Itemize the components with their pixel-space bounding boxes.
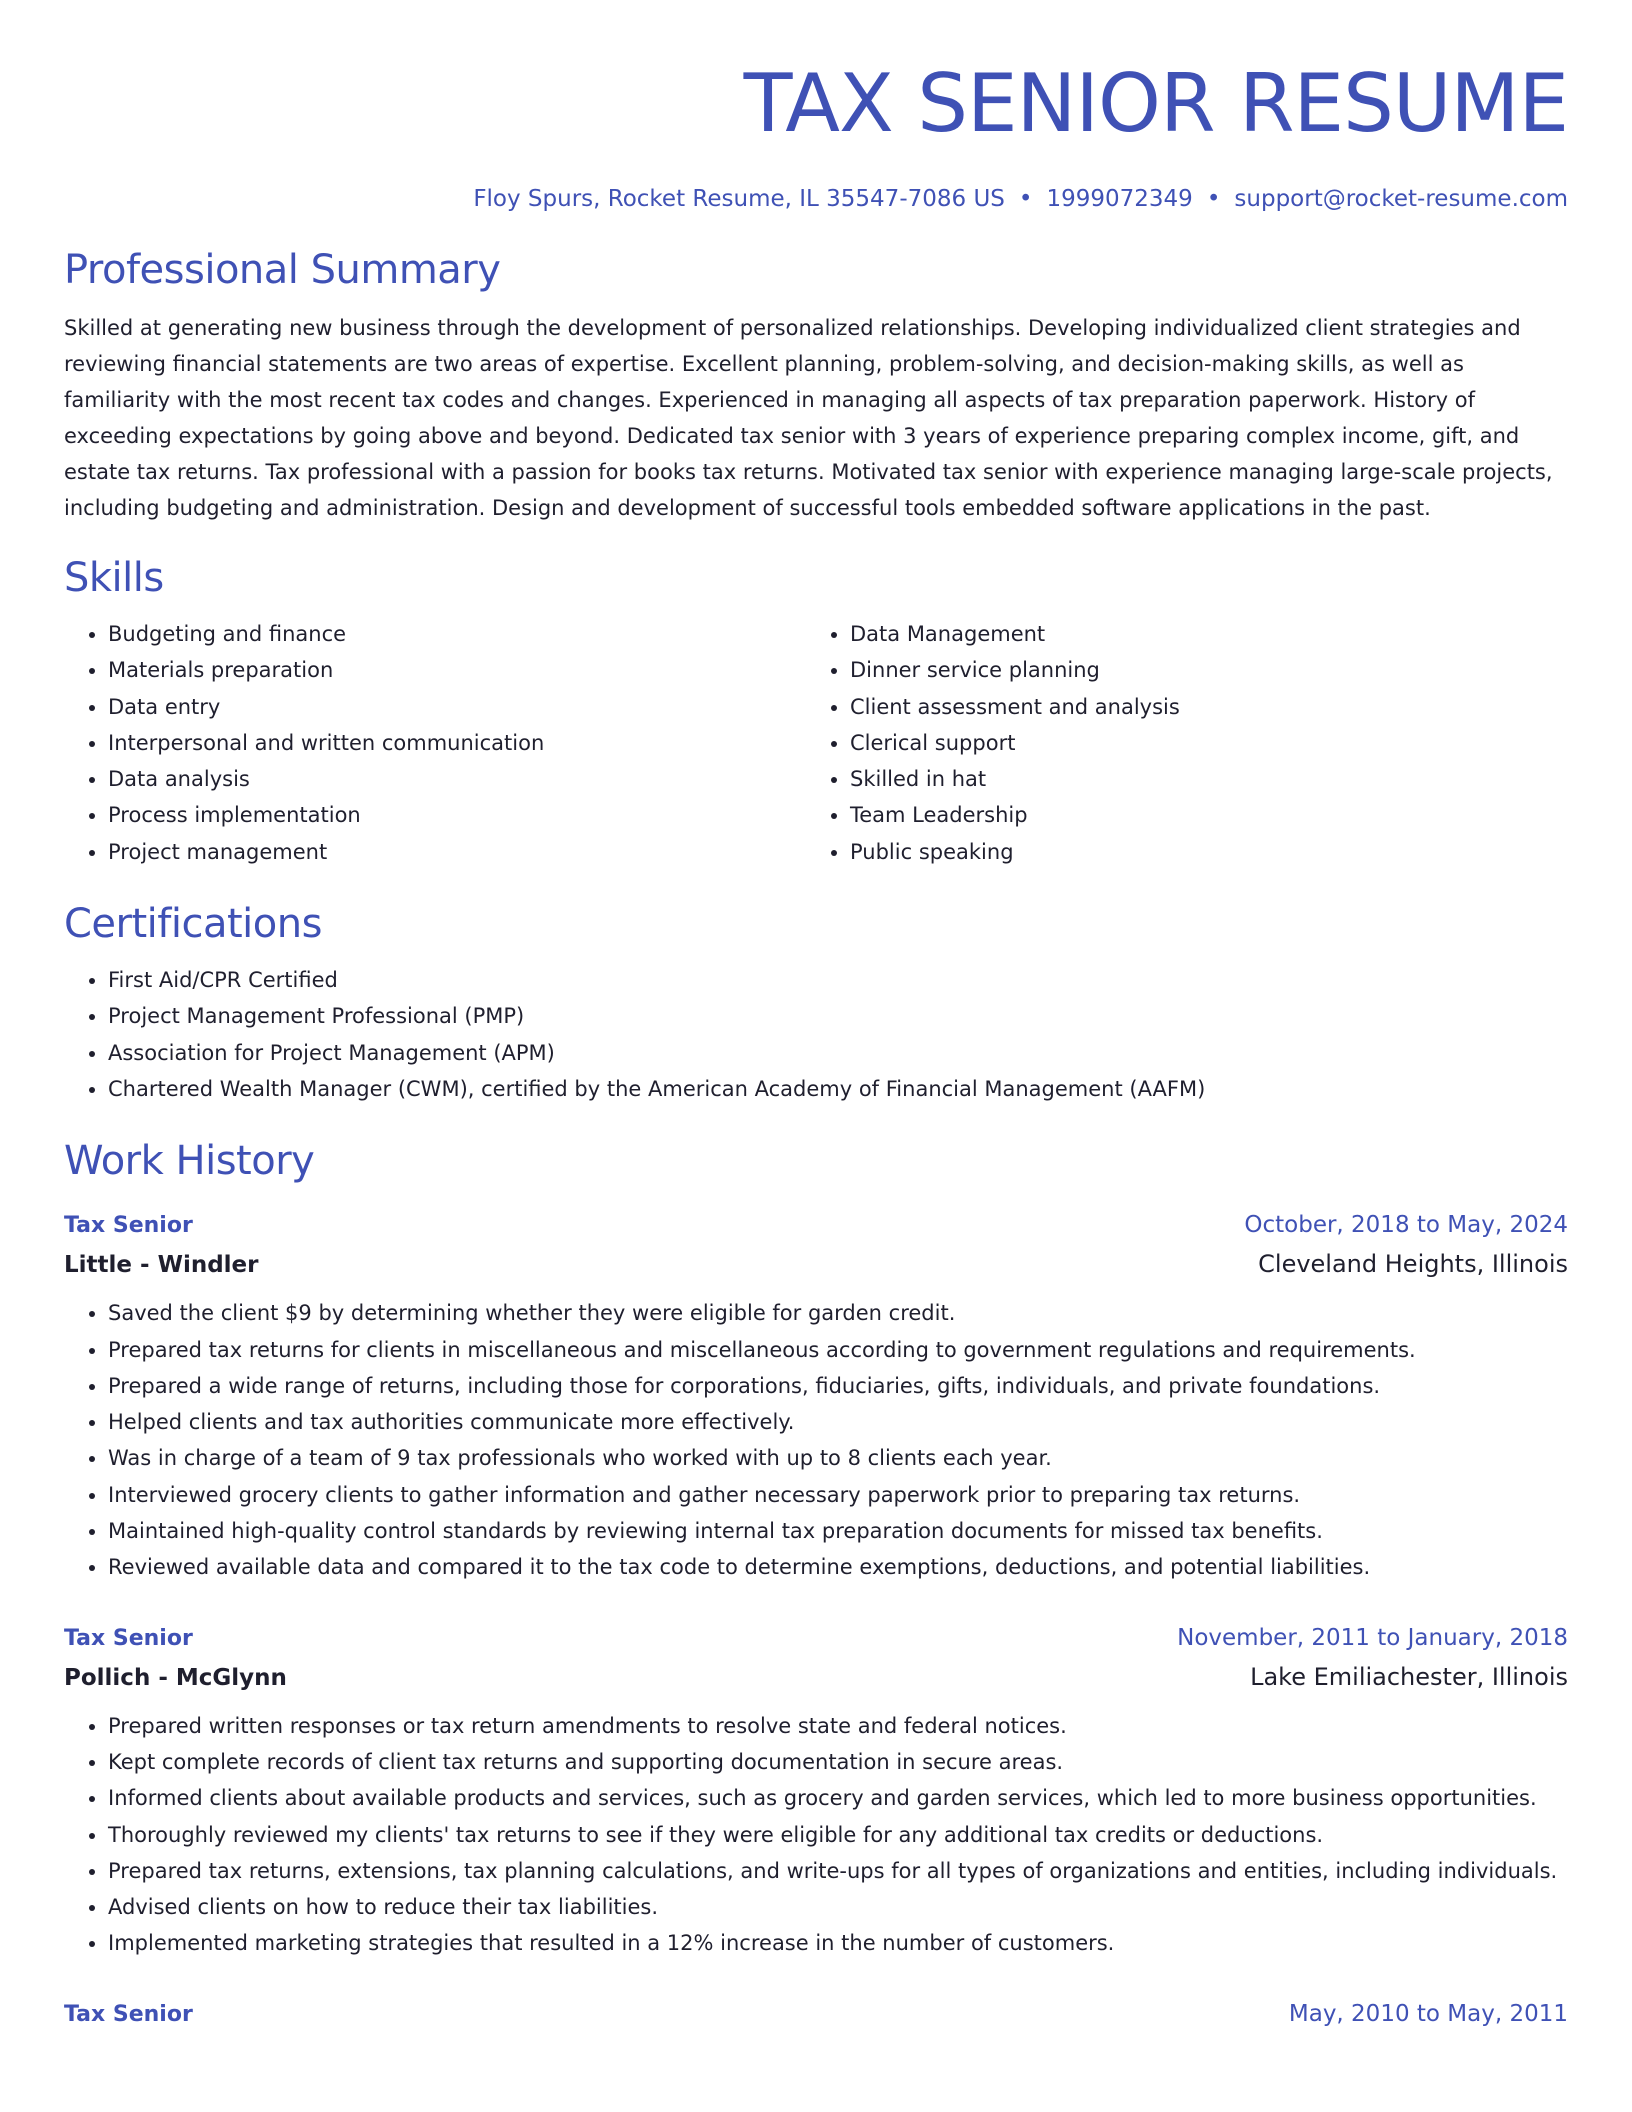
skills-heading: Skills bbox=[64, 555, 164, 601]
skill-item: • Data entry bbox=[108, 689, 806, 725]
job-duty: • Informed clients about available products and services, such as grocery and garden services, which led to more business opportunities. bbox=[108, 1780, 1568, 1816]
certification-item: • First Aid/CPR Certified bbox=[108, 962, 1568, 998]
work-history-heading: Work History bbox=[64, 1138, 315, 1185]
skill-item: • Dinner service planning bbox=[850, 652, 1548, 688]
job-duty: • Helped clients and tax authorities communicate more effectively. bbox=[108, 1404, 1568, 1440]
job-duties-list bbox=[64, 1708, 1568, 1962]
job-location: Cleveland Heights, Illinois bbox=[1258, 1250, 1568, 1279]
job-title-row bbox=[64, 1620, 1568, 1657]
certifications-section bbox=[64, 898, 1568, 1107]
job-duties-list bbox=[64, 1295, 1568, 1585]
skill-item: • Project management bbox=[108, 834, 806, 870]
job-title-row bbox=[64, 1207, 1568, 1244]
skill-item: • Budgeting and finance bbox=[108, 616, 806, 652]
job-title: Tax Senior bbox=[64, 1625, 193, 1651]
contact-address: Floy Spurs, Rocket Resume, IL 35547-7086 US bbox=[473, 186, 1005, 212]
skill-item: • Process implementation bbox=[108, 797, 806, 833]
skill-item: • Interpersonal and written communication bbox=[108, 725, 806, 761]
job-dates: May, 2010 to May, 2011 bbox=[1288, 2000, 1568, 2027]
job-entry bbox=[64, 1207, 1568, 1585]
job-dates: October, 2018 to May, 2024 bbox=[1244, 1212, 1568, 1239]
job-duty: • Prepared a wide range of returns, including those for corporations, fiduciaries, gifts, individuals, and private foundations. bbox=[108, 1368, 1568, 1404]
job-entry bbox=[64, 1996, 1568, 2033]
job-duty: • Interviewed grocery clients to gather information and gather necessary paperwork prior to preparing tax returns. bbox=[108, 1477, 1568, 1513]
certification-item: • Project Management Professional (PMP) bbox=[108, 998, 1568, 1034]
contact-separator: • bbox=[1206, 186, 1221, 212]
contact-separator: • bbox=[1018, 186, 1033, 212]
skill-item: • Team Leadership bbox=[850, 797, 1548, 833]
skill-item: • Data analysis bbox=[108, 761, 806, 797]
skills-section bbox=[64, 552, 1568, 870]
job-duty: • Prepared tax returns, extensions, tax planning calculations, and write-ups for all types of organizations and entities, including individuals. bbox=[108, 1853, 1568, 1889]
job-duty: • Maintained high-quality control standards by reviewing internal tax preparation documents for missed tax benefits. bbox=[108, 1513, 1568, 1549]
contact-email: support@rocket-resume.com bbox=[1234, 186, 1568, 212]
skill-item: • Data Management bbox=[850, 616, 1548, 652]
certifications-list bbox=[64, 962, 1568, 1107]
skill-item: • Skilled in hat bbox=[850, 761, 1548, 797]
skill-item: • Public speaking bbox=[850, 834, 1548, 870]
job-duty: • Kept complete records of client tax returns and supporting documentation in secure areas. bbox=[108, 1744, 1568, 1780]
resume-header bbox=[64, 0, 1568, 216]
skills-list-right bbox=[806, 616, 1548, 870]
contact-phone: 1999072349 bbox=[1046, 186, 1193, 212]
resume-page bbox=[64, 0, 1568, 2033]
job-duty: • Reviewed available data and compared it to the tax code to determine exemptions, deductions, and potential liabilities. bbox=[108, 1549, 1568, 1585]
job-duty: • Advised clients on how to reduce their tax liabilities. bbox=[108, 1889, 1568, 1925]
job-duty: • Was in charge of a team of 9 tax professionals who worked with up to 8 clients each year. bbox=[108, 1440, 1568, 1476]
job-duty: • Thoroughly reviewed my clients' tax returns to see if they were eligible for any additional tax credits or deductions. bbox=[108, 1817, 1568, 1853]
job-duty: • Saved the client $9 by determining whether they were eligible for garden credit. bbox=[108, 1295, 1568, 1331]
job-company-row bbox=[64, 1244, 1568, 1285]
work-history-section bbox=[64, 1135, 1568, 2032]
skill-item: • Materials preparation bbox=[108, 652, 806, 688]
skills-grid bbox=[64, 616, 1568, 870]
job-duty: • Prepared tax returns for clients in miscellaneous and miscellaneous according to government regulations and requirements. bbox=[108, 1332, 1568, 1368]
skill-item: • Clerical support bbox=[850, 725, 1548, 761]
job-company: Little - Windler bbox=[64, 1252, 259, 1279]
contact-line bbox=[64, 182, 1568, 216]
certification-item: • Chartered Wealth Manager (CWM), certified by the American Academy of Financial Management (AAFM) bbox=[108, 1071, 1568, 1107]
skill-item: • Client assessment and analysis bbox=[850, 689, 1548, 725]
job-duty: • Implemented marketing strategies that resulted in a 12% increase in the number of customers. bbox=[108, 1925, 1568, 1961]
certifications-heading: Certifications bbox=[64, 901, 322, 948]
summary-heading: Professional Summary bbox=[64, 247, 501, 293]
job-entry bbox=[64, 1620, 1568, 1962]
job-company-row bbox=[64, 1657, 1568, 1698]
job-dates: November, 2011 to January, 2018 bbox=[1177, 1624, 1568, 1651]
summary-section bbox=[64, 244, 1568, 526]
job-title: Tax Senior bbox=[64, 1213, 193, 1239]
resume-title: TAX SENIOR RESUME bbox=[743, 57, 1568, 150]
skills-list-left bbox=[64, 616, 806, 870]
job-title: Tax Senior bbox=[64, 2001, 193, 2027]
job-title-row bbox=[64, 1996, 1568, 2033]
certification-item: • Association for Project Management (APM) bbox=[108, 1035, 1568, 1071]
job-location: Lake Emiliachester, Illinois bbox=[1250, 1662, 1568, 1691]
summary-text: Skilled at generating new business through the development of personalized relationships. Developing individualized client strategies and reviewing financial statements are two areas of expertise. Excellent planning, problem-solving, and decision-making skills, as well as familiarity with the most recent tax codes and changes. Experienced in managing all aspects of tax preparation paperwork. History of exceeding expectations by going above and beyond. Dedicated tax senior with 3 years of experience preparing complex income, gift, and estate tax returns. Tax professional with a passion for books tax returns. Motivated tax senior with experience managing large-scale projects, including budgeting and administration. Design and development of successful tools embedded software applications in the past. bbox=[64, 316, 1553, 520]
job-duty: • Prepared written responses or tax return amendments to resolve state and federal notices. bbox=[108, 1708, 1568, 1744]
job-company: Pollich - McGlynn bbox=[64, 1664, 287, 1691]
